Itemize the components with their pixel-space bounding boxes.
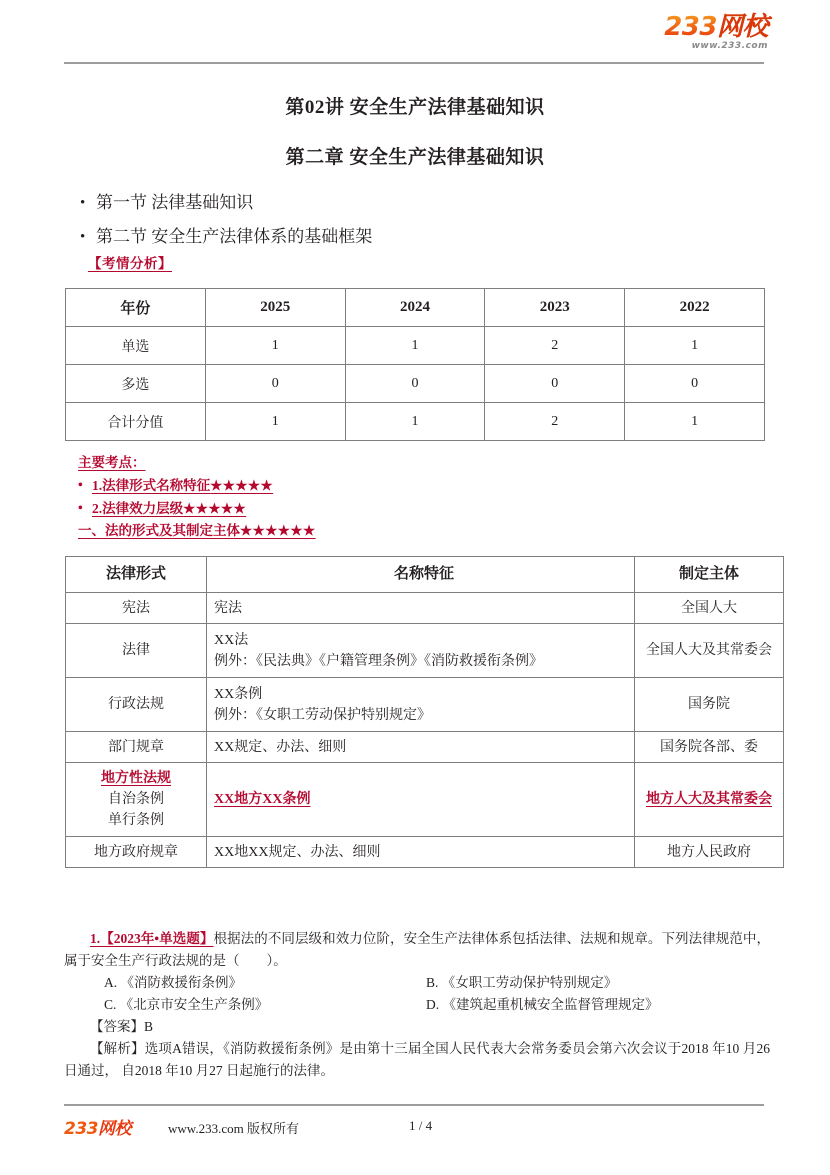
brand-logo-number: 233: [664, 12, 717, 42]
exam-header-2022: 2022: [625, 289, 765, 327]
option-d-key: D.: [426, 997, 440, 1012]
forms-feature-line: XX法: [214, 632, 249, 648]
keypoints-title-line: [78, 452, 778, 474]
section-item-1: [80, 186, 760, 220]
option-c[interactable]: [104, 994, 268, 1016]
page-header: [0, 0, 830, 68]
bullet-icon: •: [78, 477, 83, 492]
forms-cell-form: 地方政府规章: [66, 837, 207, 868]
exam-cell: 0: [345, 365, 485, 403]
forms-header-form: 法律形式: [66, 557, 207, 593]
table-row-header: [66, 289, 765, 327]
brand-logo-text: [664, 14, 768, 40]
forms-cell-feature: [207, 763, 635, 837]
exam-row-label: 合计分值: [66, 403, 206, 441]
option-a-text: 《消防救援衔条例》: [120, 975, 242, 990]
forms-form-line-red: 地方性法规: [101, 771, 171, 786]
forms-feature-line-red: XX地方XX条例: [214, 792, 311, 807]
forms-form-line: 单行条例: [108, 813, 164, 828]
keypoints-heading-stars: ★★★★★★: [240, 523, 316, 538]
table-row: [66, 365, 765, 403]
brand-logo: [664, 14, 768, 51]
forms-cell-feature: [207, 678, 635, 732]
answer-label: 【答案】: [90, 1019, 144, 1034]
keypoints-heading-line: [78, 520, 778, 542]
exam-header-year: 年份: [66, 289, 206, 327]
forms-cell-feature: 宪法: [207, 593, 635, 624]
forms-cell-form: 部门规章: [66, 732, 207, 763]
header-divider: [64, 62, 764, 64]
forms-cell-authority: 全国人大: [635, 593, 784, 624]
forms-authority-red: 地方人大及其常委会: [646, 792, 772, 807]
table-row: [66, 678, 784, 732]
table-row: [66, 732, 784, 763]
bullet-icon: •: [80, 229, 86, 245]
table-row: [66, 593, 784, 624]
keypoints-block: [78, 452, 778, 542]
forms-cell-authority: 国务院各部、委: [635, 732, 784, 763]
forms-cell-feature: [207, 624, 635, 678]
exam-cell: 1: [345, 403, 485, 441]
page-footer: [64, 1112, 770, 1140]
option-c-key: C.: [104, 997, 117, 1012]
forms-feature-line: 例外：《民法典》《户籍管理条例》《消防救援衔条例》: [214, 653, 543, 669]
analysis-label: 【解析】: [90, 1041, 145, 1056]
brand-logo-url: www.233.com: [691, 41, 768, 51]
forms-cell-feature: XX地XX规定、办法、细则: [207, 837, 635, 868]
exam-cell: 1: [205, 403, 345, 441]
option-d-text: 《建筑起重机械安全监督管理规定》: [442, 997, 659, 1012]
forms-cell-form: 法律: [66, 624, 207, 678]
exam-cell: 2: [485, 403, 625, 441]
forms-cell-authority: 国务院: [635, 678, 784, 732]
forms-cell-feature: XX规定、办法、细则: [207, 732, 635, 763]
forms-cell-authority: 全国人大及其常委会: [635, 624, 784, 678]
footer-page-number: 1 / 4: [409, 1118, 433, 1133]
bullet-icon: •: [78, 500, 83, 515]
footer-logo: [64, 1114, 131, 1139]
keypoints-heading: 一、法的形式及其制定主体: [78, 523, 240, 538]
exam-header-2024: 2024: [345, 289, 485, 327]
section-item-2-label: 第二节 安全生产法律体系的基础框架: [96, 227, 373, 246]
exam-cell: 1: [625, 403, 765, 441]
option-b-text: 《女职工劳动保护特别规定》: [441, 975, 618, 990]
exam-header-2025: 2025: [205, 289, 345, 327]
keypoint-item-1-label: 1.法律形式名称特征: [92, 478, 211, 493]
forms-cell-form: 宪法: [66, 593, 207, 624]
forms-cell-authority: [635, 763, 784, 837]
exam-cell: 1: [345, 327, 485, 365]
table-row-local-regulations: [66, 763, 784, 837]
forms-header-authority: 制定主体: [635, 557, 784, 593]
table-row-header: [66, 557, 784, 593]
lecture-title: 第02讲 安全生产法律基础知识: [285, 97, 545, 118]
chapter-title: 第二章 安全生产法律基础知识: [285, 147, 545, 168]
exam-analysis-label: 【考情分析】: [88, 256, 172, 271]
option-d[interactable]: [426, 994, 659, 1016]
exam-cell: 1: [625, 327, 765, 365]
table-row: [66, 624, 784, 678]
exam-cell: 2: [485, 327, 625, 365]
keypoint-item-2: [78, 497, 778, 520]
exam-cell: 0: [625, 365, 765, 403]
forms-header-feature: 名称特征: [207, 557, 635, 593]
section-item-2: [80, 220, 760, 254]
forms-feature-line: 例外：《女职工劳动保护特别规定》: [214, 707, 431, 723]
question-number-tag: 1.【2023年•单选题】: [90, 931, 214, 946]
bullet-icon: •: [80, 195, 86, 211]
brand-logo-cn: 网校: [716, 12, 768, 42]
forms-cell-authority: 地方人民政府: [635, 837, 784, 868]
table-row: [66, 837, 784, 868]
option-b-key: B.: [426, 975, 439, 990]
keypoint-item-1: [78, 474, 778, 497]
exam-header-2023: 2023: [485, 289, 625, 327]
option-c-text: 《北京市安全生产条例》: [119, 997, 269, 1012]
question-stem: [64, 928, 770, 972]
option-a[interactable]: [104, 972, 242, 994]
exam-cell: 0: [485, 365, 625, 403]
exam-cell: 0: [205, 365, 345, 403]
question-options: [64, 972, 770, 1016]
keypoint-item-1-stars: ★★★★★: [210, 478, 274, 493]
question-answer: [64, 1016, 770, 1038]
keypoint-item-2-stars: ★★★★★: [183, 501, 247, 516]
keypoint-item-2-label: 2.法律效力层级: [92, 501, 184, 516]
table-row: [66, 327, 765, 365]
answer-value: B: [144, 1019, 154, 1034]
question-block: [64, 928, 770, 1082]
exam-row-label: 单选: [66, 327, 206, 365]
forms-cell-form: [66, 763, 207, 837]
exam-cell: 1: [205, 327, 345, 365]
exam-statistics-table: [65, 288, 765, 441]
question-stem-text: 根据法的不同层级和效力位阶，安全生产法律体系包括法律、法规和规章。下列法律规范中，属于安全生产行政法规的是（ ）。: [64, 931, 771, 968]
section-list: [80, 186, 760, 254]
footer-copyright: www.233.com 版权所有: [168, 1121, 299, 1136]
forms-cell-form: 行政法规: [66, 678, 207, 732]
forms-feature-line: XX条例: [214, 686, 263, 702]
footer-logo-cn: 网校: [98, 1119, 131, 1139]
section-item-1-label: 第一节 法律基础知识: [96, 193, 254, 212]
option-b[interactable]: [426, 972, 617, 994]
legal-forms-table: [65, 556, 784, 868]
footer-logo-number: 233: [64, 1119, 98, 1139]
exam-row-label: 多选: [66, 365, 206, 403]
question-analysis: [64, 1038, 770, 1082]
option-a-key: A.: [104, 975, 118, 990]
table-row: [66, 403, 765, 441]
analysis-text: 选项A错误，《消防救援衔条例》是由第十三届全国人民代表大会常务委员会第六次会议于2018 年10 月26 日通过， 自2018 年10 月27 日起施行的法律。: [64, 1041, 771, 1078]
footer-divider: [64, 1104, 764, 1106]
keypoints-title: 主要考点：: [78, 455, 146, 470]
forms-form-line: 自治条例: [108, 792, 164, 807]
